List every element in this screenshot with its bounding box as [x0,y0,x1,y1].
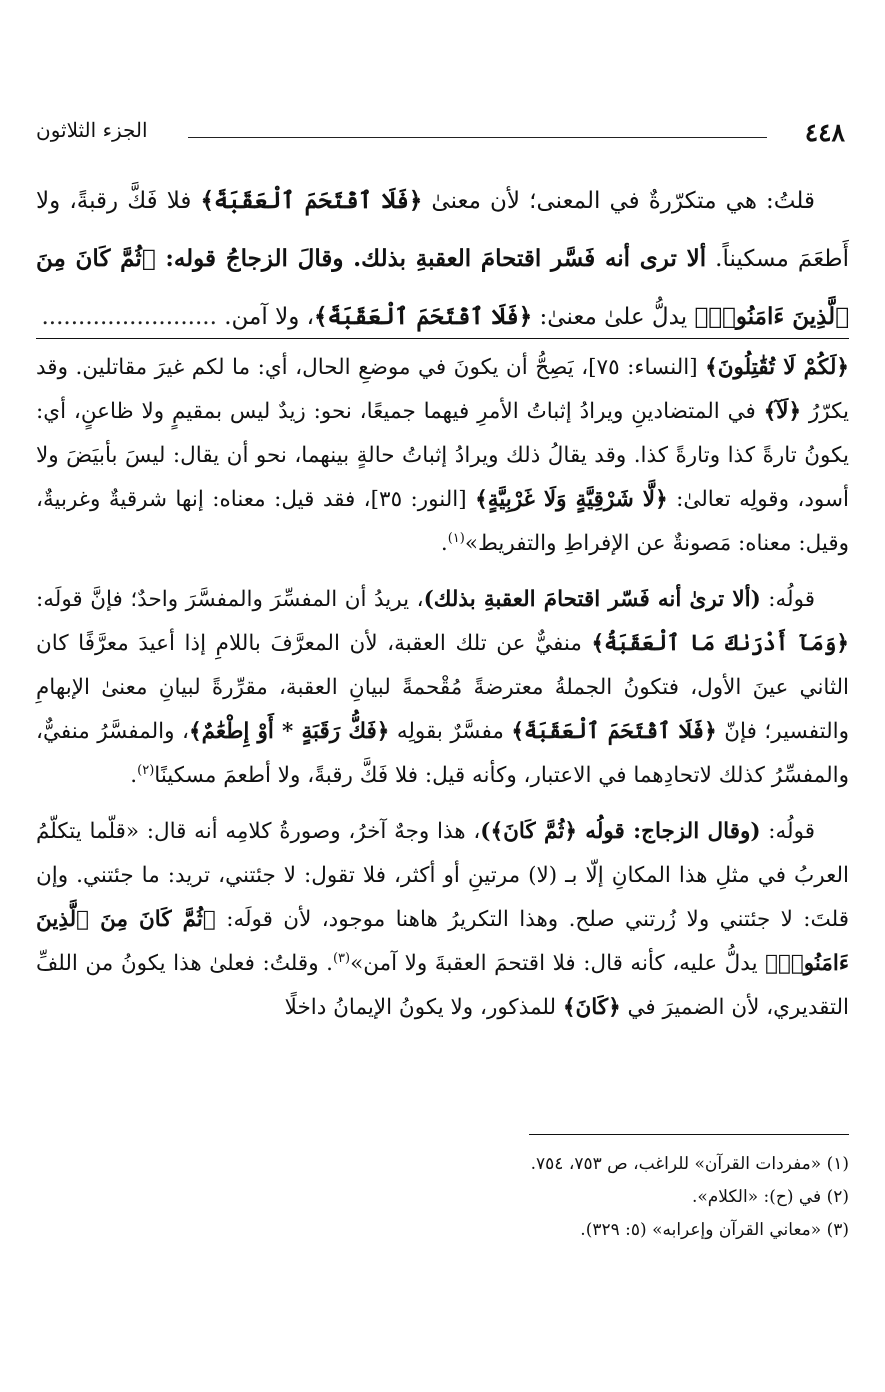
text-run: . وقلتُ: فعلىٰ هذا يكونُ من اللفِّ التقديري، لأن الضميرَ في [36,951,849,1020]
quran-verse: ﴿لَّا شَرْقِيَّةٍ وَلَا غَرْبِيَّةٍ﴾ [475,487,668,512]
text-run: منفيٌّ عن تلك العقبة، لأن المعرَّفَ باللامِ إذا أعيدَ معرَّفًا كان الثاني عينَ الأول، فتكونُ الجملةُ معترضةً مُقْحمةً لبيانِ العقبة، مقرِّرةً لبيانِ معنىٰ الإبهامِ والتفسير؛ فإنّ [36,631,850,744]
text-run: يدلُّ علىٰ معنىٰ: [532,304,695,330]
quran-verse: ﴿لَآ﴾ [763,399,802,424]
text-run: ، ولا آمن. [216,304,315,330]
section-divider [36,338,849,339]
text-run: يدلُّ عليه، كأنه قال: فلا اقتحمَ العقبةَ ولا آمن» [350,951,766,976]
footnote: (٣) «معاني القرآن وإعرابه» (٥: ٣٢٩). [580,1220,849,1240]
quran-verse: ﴿فَلَا ٱقْتَحَمَ ٱلْعَقَبَةَ﴾ [200,187,423,214]
text-run: فلا فَكَّ رقبةً، ولا أَطعَمَ مسكيناً. [36,188,849,272]
text-run: مفسَّرٌ بقولِه [389,719,512,744]
quran-verse: ﴿كَانَ﴾ [562,995,621,1020]
bold-text: (وقال الزجاج: قولُه [576,819,761,844]
running-header [36,118,849,152]
dotted-leader: ........................ [41,304,217,330]
main-paragraph [36,172,849,346]
commentary-paragraph: ﴿لَكُمْ لَا تُقَٰتِلُونَ﴾ [النساء: ٧٥]، يَصِحُّ أن يكونَ في موضعِ الحال، أي: ما لكم غيرَ مقاتلين. وقد يكرّرُ ﴿لَآ﴾ في المتضادينِ ويرادُ إثباتُ الأمرِ فيهما جميعًا، نحو: زيدٌ ليس بمقيمٍ ولا ظاعنٍ، أي: يكونُ تارةً كذا وتارةً كذا. وقد يقالُ ذلك ويرادُ إثباتُ حالةٍ بينهما، نحو أن يقال: ليسَ بأبيَضَ ولا أسود، وقولِه تعالىٰ: ﴿لَّا شَرْقِيَّةٍ وَلَا غَرْبِيَّةٍ﴾ [النور: ٣٥]، فقد قيل: معناه: إنها شرقيةٌ وغربيةٌ، وقيل: معناه: مَصونةٌ عن الإفراطِ والتفريط»$^{(١)}$. [36,355,849,556]
text-run: قولُه: [760,819,815,844]
commentary [36,346,849,1030]
quran-verse: ﴿لَكُمْ لَا تُقَٰتِلُونَ﴾ [705,355,849,380]
text-run: [النساء: ٧٥]، يَصِحُّ أن يكونَ في موضعِ الحال، أي: ما لكم غيرَ مقاتلين. وقد يكرّرُ [36,355,849,424]
footnote-marker[interactable]: (٣) [332,950,351,966]
quran-verse: ﴿فَلَا ٱقْتَحَمَ ٱلْعَقَبَةَ﴾ [314,303,533,330]
quran-verse: ﴿ثُمَّ كَانَ﴾ [490,819,577,844]
book-page [36,0,849,1392]
text-run: ، والمفسَّرُ منفيٌّ، والمفسِّرُ كذلك لاتحادِهما في الاعتبار، وكأنه قيل: فلا فَكَّ رقبةً، ولا أطعمَ مسكينًا [36,719,849,788]
header-rule [188,137,767,138]
quran-verse: ﴿وَمَآ أَدْرَىٰكَ مَا ٱلْعَقَبَةُ﴾ [591,631,849,656]
text-run: ، هذا وجهٌ آخرُ، وصورةُ كلامِه أنه قال: «قلّما يتكلّمُ العربُ في مثلِ هذا المكانِ إلّا بـ (لا) مرتينِ أو أكثر، فلا تقول: لا جئتني، تريد: ما جئتني. وإن قلتَ: لا جئتني ولا زُرتني صلح. وهذا التكريرُ هاهنا موجود، لأن قولَه: [36,819,850,932]
footnote-marker[interactable]: (٢) [137,762,155,778]
quran-verse: ﴿فَلَا ٱقْتَحَمَ ٱلْعَقَبَةَ﴾ [511,719,717,744]
text-run: قلتُ: هي متكرّرةٌ في المعنى؛ لأن معنىٰ [422,188,815,214]
text-run: [النور: ٣٥]، فقد قيل: معناه: إنها شرقيةٌ وغربيةٌ، وقيل: معناه: مَصونةٌ عن الإفراطِ والتفريط» [36,487,849,556]
commentary-paragraph [36,810,849,1030]
quran-verse: ﴿ثُمَّ كَانَ مِنَ ٱلَّذِينَ ءَامَنُوا۟﴾ [36,245,849,330]
footnote: (٢) في (ح): «الكلام». [691,1187,849,1207]
bold-text: ) [480,819,491,844]
quran-verse: ﴿ثُمَّ كَانَ مِنَ ٱلَّذِينَ ءَامَنُوا۟﴾ [36,907,849,976]
text-run: في المتضادينِ ويرادُ إثباتُ الأمرِ فيهما جميعًا، نحو: زيدٌ ليس بمقيمٍ ولا ظاعنٍ، أي: يكونُ تارةً كذا وتارةً كذا. وقد يقالُ ذلك ويرادُ إثباتُ حالةٍ بينهما، نحو أن يقال: ليسَ بأبيَضَ ولا أسود، وقولِه تعالىٰ: [36,399,849,512]
bold-text: (ألا ترىٰ أنه فَسّر اقتحامَ العقبةِ بذلك) [423,587,761,612]
footnote: (١) «مفردات القرآن» للراغب، ص ٧٥٣، ٧٥٤. [530,1154,849,1174]
commentary-paragraph [36,578,849,798]
text-run: للمذكور، ولا يكونُ الإيمانُ داخلًا [284,995,563,1020]
part-title: الجزء الثلاثون [36,118,148,142]
bold-text: ألا ترى أنه فَسَّر اقتحامَ العقبةِ بذلك. وقالَ الزجاجُ قوله: [155,245,707,272]
main-text [36,172,849,346]
text-run: قولُه: [760,587,815,612]
footnotes [36,1148,849,1247]
page-number: ٤٤٨ [804,118,845,147]
quran-verse: ﴿فَكُّ رَقَبَةٍ * أَوْ إِطْعَٰمٌ﴾ [188,719,390,744]
text-run: . [130,763,138,788]
footnote-marker[interactable]: (١) [447,530,465,546]
footnote-rule [529,1134,849,1135]
text-run: ، يريدُ أن المفسِّرَ والمفسَّرَ واحدٌ؛ فإنَّ قولَه: [36,587,424,612]
